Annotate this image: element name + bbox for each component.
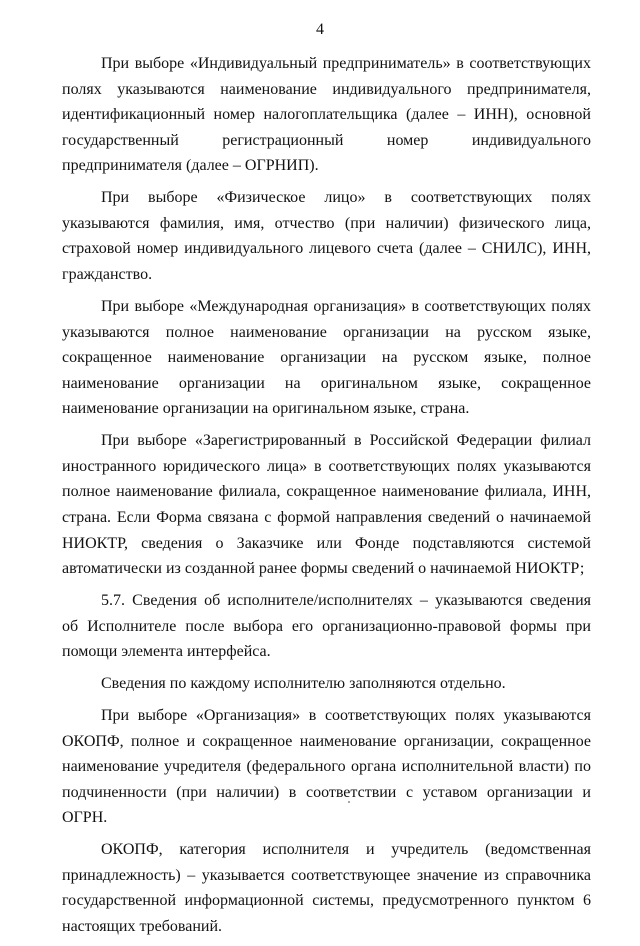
document-body — [62, 51, 591, 946]
page-number: 4 — [316, 21, 324, 38]
paragraph-each-executor: Сведения по каждому исполнителю заполняются отдельно. — [101, 675, 506, 693]
paragraph-individual-entrepreneur: При выборе «Индивидуальный предприниматель» в соответствующих полях указываются наименование индивидуального предпринимателя, идентификационный номер налогоплательщика (далее – ИНН), основной государственный регистрационный номер индивидуального предпринимателя (далее – ОГРНИП). — [62, 55, 591, 175]
paragraph-okopf: ОКОПФ, категория исполнителя и учредитель (ведомственная принадлежность) – указывается соответствующее значение из справочника государственной информационной системы, предусмотренного пунктом 6 настоящих требований. — [62, 841, 591, 936]
paragraph-section-5-7: 5.7. Сведения об исполнителе/исполнителях – указываются сведения об Исполнителе после выбора его организационно-правовой формы при помощи элемента интерфейса. — [62, 592, 591, 661]
paragraph-organization: При выборе «Организация» в соответствующих полях указываются ОКОПФ, полное и сокращенное наименование организации, сокращенное наименование учредителя (федерального органа исполнительной власти) по подчиненности (при наличии) в соответствии с уставом организации и ОГРН. — [62, 707, 591, 827]
paragraph-natural-person: При выборе «Физическое лицо» в соответствующих полях указываются фамилия, имя, отчество (при наличии) физического лица, страховой номер индивидуального лицевого счета (далее – СНИЛС), ИНН, гражданство. — [62, 189, 591, 284]
scan-speck — [348, 801, 350, 803]
paragraph-foreign-branch: При выборе «Зарегистрированный в Российской Федерации филиал иностранного юридического лица» в соответствующих полях указываются полное наименование филиала, сокращенное наименование филиала, ИНН, страна. Если Форма связана с формой направления сведений о начинаемой НИОКТР, сведения о Заказчике или Фонде подставляются системой автоматически из созданной ранее формы сведений о начинаемой НИОКТР; — [62, 432, 591, 578]
paragraph-international-organization: При выборе «Международная организация» в соответствующих полях указываются полное наименование организации на русском языке, сокращенное наименование организации на русском языке, полное наименование организации на оригинальном языке, сокращенное наименование организации на оригинальном языке, страна. — [62, 297, 591, 418]
